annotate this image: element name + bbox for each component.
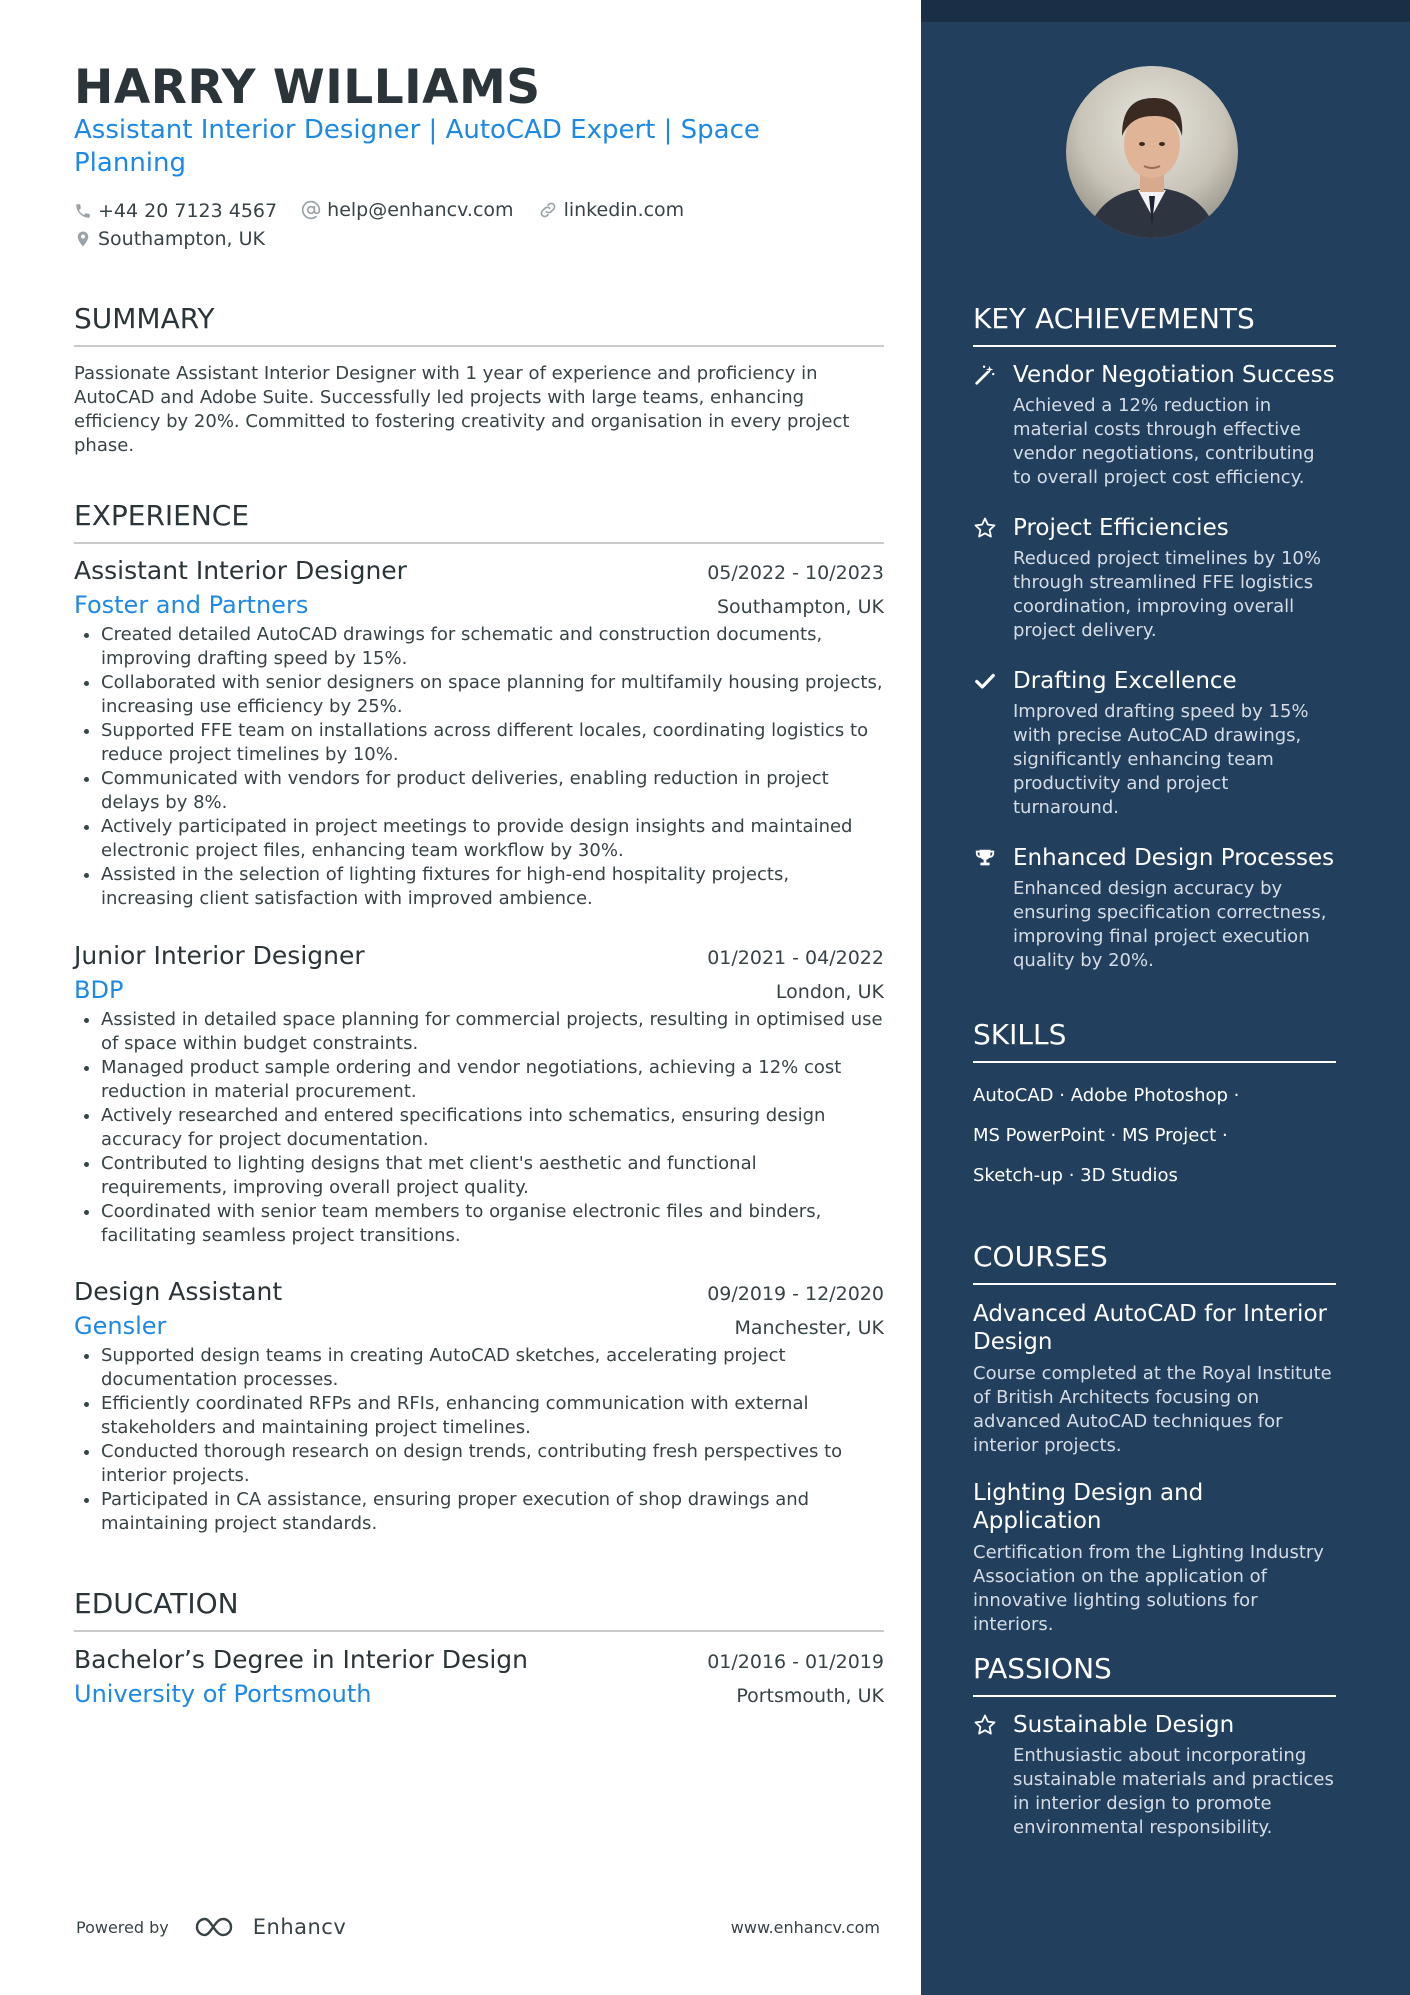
job-dates: 05/2022 - 10/2023	[707, 562, 884, 584]
checkmark-icon	[973, 669, 997, 693]
course-item	[973, 1300, 1336, 1458]
job-dates: 09/2019 - 12/2020	[707, 1283, 884, 1305]
bullet-item: • Coordinated with senior team members to organise electronic files and binders, facilitating seamless project transitions.	[101, 1200, 884, 1248]
achievement-item	[973, 668, 1336, 820]
sidebar-top-band	[921, 0, 1410, 22]
linkedin-text: linkedin.com	[563, 199, 685, 221]
bullet-item: • Actively participated in project meetings to provide design insights and maintained electronic project files, enhancing team workflow by 30%.	[101, 815, 884, 863]
skills-list	[973, 1076, 1336, 1196]
phone-contact[interactable]	[74, 197, 277, 225]
skills-line: Sketch-up · 3D Studios	[973, 1165, 1178, 1186]
job-location: Southampton, UK	[717, 596, 884, 618]
job-dates: 01/2021 - 04/2022	[707, 947, 884, 969]
bullet-item: • Supported FFE team on installations across different locales, coordinating logistics to reduce project timelines by 10%.	[101, 719, 884, 767]
job-entry	[74, 941, 884, 1248]
job-location: Manchester, UK	[734, 1317, 884, 1339]
achievement-description: Achieved a 12% reduction in material costs through effective vendor negotiations, contributing to overall project cost efficiency.	[1013, 395, 1315, 488]
achievement-item	[973, 362, 1336, 490]
school-location: Portsmouth, UK	[736, 1685, 884, 1707]
course-description: Course completed at the Royal Institute of British Architects focusing on advanced AutoCAD techniques for interior projects.	[973, 1363, 1332, 1456]
trophy-icon	[973, 846, 997, 870]
achievement-title: Vendor Negotiation Success	[1013, 362, 1335, 388]
website-link[interactable]: www.enhancv.com	[730, 1917, 880, 1937]
company-name[interactable]: Foster and Partners	[74, 591, 309, 619]
job-bullets	[74, 623, 884, 911]
achievement-description: Improved drafting speed by 15% with precise AutoCAD drawings, significantly enhancing team productivity and project turnaround.	[1013, 701, 1309, 818]
email-text: help@enhancv.com	[327, 199, 514, 221]
achievement-description: Enhanced design accuracy by ensuring specification correctness, improving final project execution quality by 20%.	[1013, 878, 1327, 971]
bullet-item: • Conducted thorough research on design trends, contributing fresh perspectives to interior projects.	[101, 1440, 884, 1488]
bullet-item: • Actively researched and entered specifications into schematics, ensuring design accuracy for project documentation.	[101, 1104, 884, 1152]
bullet-item: • Created detailed AutoCAD drawings for schematic and construction documents, improving drafting speed by 15%.	[101, 623, 884, 671]
link-icon	[538, 200, 558, 220]
summary-heading: SUMMARY	[74, 302, 884, 347]
bullet-item: • Supported design teams in creating AutoCAD sketches, accelerating project documentation processes.	[101, 1344, 884, 1392]
school-name[interactable]: University of Portsmouth	[74, 1680, 372, 1708]
location-pin-icon	[74, 229, 92, 249]
bullet-item: • Managed product sample ordering and vendor negotiations, achieving a 12% cost reduction in material procurement.	[101, 1056, 884, 1104]
job-title: Assistant Interior Designer	[74, 556, 407, 585]
achievements-heading: KEY ACHIEVEMENTS	[973, 302, 1336, 347]
bullet-item: • Assisted in the selection of lighting fixtures for high-end hospitality projects, increasing client satisfaction with improved ambience.	[101, 863, 884, 911]
location-text: Southampton, UK	[98, 228, 265, 250]
phone-icon	[74, 202, 92, 220]
skills-line: AutoCAD · Adobe Photoshop ·	[973, 1085, 1240, 1106]
education-entry	[74, 1645, 884, 1708]
achievement-title: Enhanced Design Processes	[1013, 845, 1335, 871]
star-icon	[973, 1713, 997, 1737]
candidate-name: HARRY WILLIAMS	[74, 60, 541, 115]
job-bullets	[74, 1344, 884, 1536]
degree-title: Bachelor’s Degree in Interior Design	[74, 1645, 529, 1674]
bullet-item: • Assisted in detailed space planning for commercial projects, resulting in optimised use of space within budget constraints.	[101, 1008, 884, 1056]
bullet-item: • Efficiently coordinated RFPs and RFIs, enhancing communication with external stakeholders and maintaining project timelines.	[101, 1392, 884, 1440]
job-entry	[74, 1277, 884, 1536]
job-title: Junior Interior Designer	[74, 941, 365, 970]
enhancv-logo-icon	[193, 1914, 245, 1940]
bullet-item: • Collaborated with senior designers on space planning for multifamily housing projects, increasing use efficiency by 25%.	[101, 671, 884, 719]
summary-text: Passionate Assistant Interior Designer with 1 year of experience and proficiency in AutoCAD and Adobe Suite. Successfully led projects with large teams, enhancing efficiency by 20%. Committed to fostering creativity and organisation in every project phase.	[74, 363, 850, 456]
skills-heading: SKILLS	[973, 1018, 1336, 1063]
magic-wand-icon	[973, 363, 997, 387]
education-dates: 01/2016 - 01/2019	[707, 1651, 884, 1673]
education-heading: EDUCATION	[74, 1587, 884, 1632]
course-description: Certification from the Lighting Industry Association on the application of innovative lighting solutions for interiors.	[973, 1542, 1324, 1635]
profile-photo	[1066, 66, 1238, 238]
skills-line: MS PowerPoint · MS Project ·	[973, 1125, 1228, 1146]
phone-text: +44 20 7123 4567	[98, 200, 278, 222]
passions-heading: PASSIONS	[973, 1652, 1336, 1697]
course-item	[973, 1479, 1336, 1637]
job-bullets	[74, 1008, 884, 1248]
company-name[interactable]: BDP	[74, 976, 124, 1004]
enhancv-brand: Enhancv	[252, 1915, 347, 1939]
email-contact[interactable]	[301, 196, 513, 224]
achievement-item	[973, 845, 1336, 973]
passion-description: Enthusiastic about incorporating sustainable materials and practices in interior design to promote environmental responsibility.	[1013, 1745, 1334, 1838]
headline: Assistant Interior Designer | AutoCAD Expert | Space Planning	[74, 115, 760, 178]
course-title: Lighting Design and Application	[973, 1480, 1204, 1534]
achievement-description: Reduced project timelines by 10% through streamlined FFE logistics coordination, improving overall project delivery.	[1013, 548, 1321, 641]
achievement-title: Drafting Excellence	[1013, 668, 1237, 694]
course-title: Advanced AutoCAD for Interior Design	[973, 1301, 1327, 1355]
powered-by[interactable]	[76, 1914, 346, 1940]
job-location: London, UK	[775, 981, 884, 1003]
bullet-item: • Contributed to lighting designs that met client's aesthetic and functional requirements, improving overall project quality.	[101, 1152, 884, 1200]
company-name[interactable]: Gensler	[74, 1312, 167, 1340]
star-icon	[973, 516, 997, 540]
sidebar	[921, 0, 1410, 1995]
job-entry	[74, 556, 884, 911]
passion-title: Sustainable Design	[1013, 1712, 1235, 1738]
experience-heading: EXPERIENCE	[74, 499, 884, 544]
at-icon	[301, 200, 321, 220]
contact-info	[74, 196, 884, 254]
achievement-item	[973, 515, 1336, 643]
courses-heading: COURSES	[973, 1240, 1336, 1285]
linkedin-contact[interactable]	[538, 196, 685, 224]
job-title: Design Assistant	[74, 1277, 283, 1306]
passion-item	[973, 1712, 1336, 1840]
location-contact	[74, 225, 265, 253]
powered-by-label: Powered by	[76, 1917, 169, 1937]
bullet-item: • Communicated with vendors for product deliveries, enabling reduction in project delays by 8%.	[101, 767, 884, 815]
achievement-title: Project Efficiencies	[1013, 515, 1229, 541]
footer	[76, 1914, 880, 1940]
bullet-item: • Participated in CA assistance, ensuring proper execution of shop drawings and maintaining project standards.	[101, 1488, 884, 1536]
